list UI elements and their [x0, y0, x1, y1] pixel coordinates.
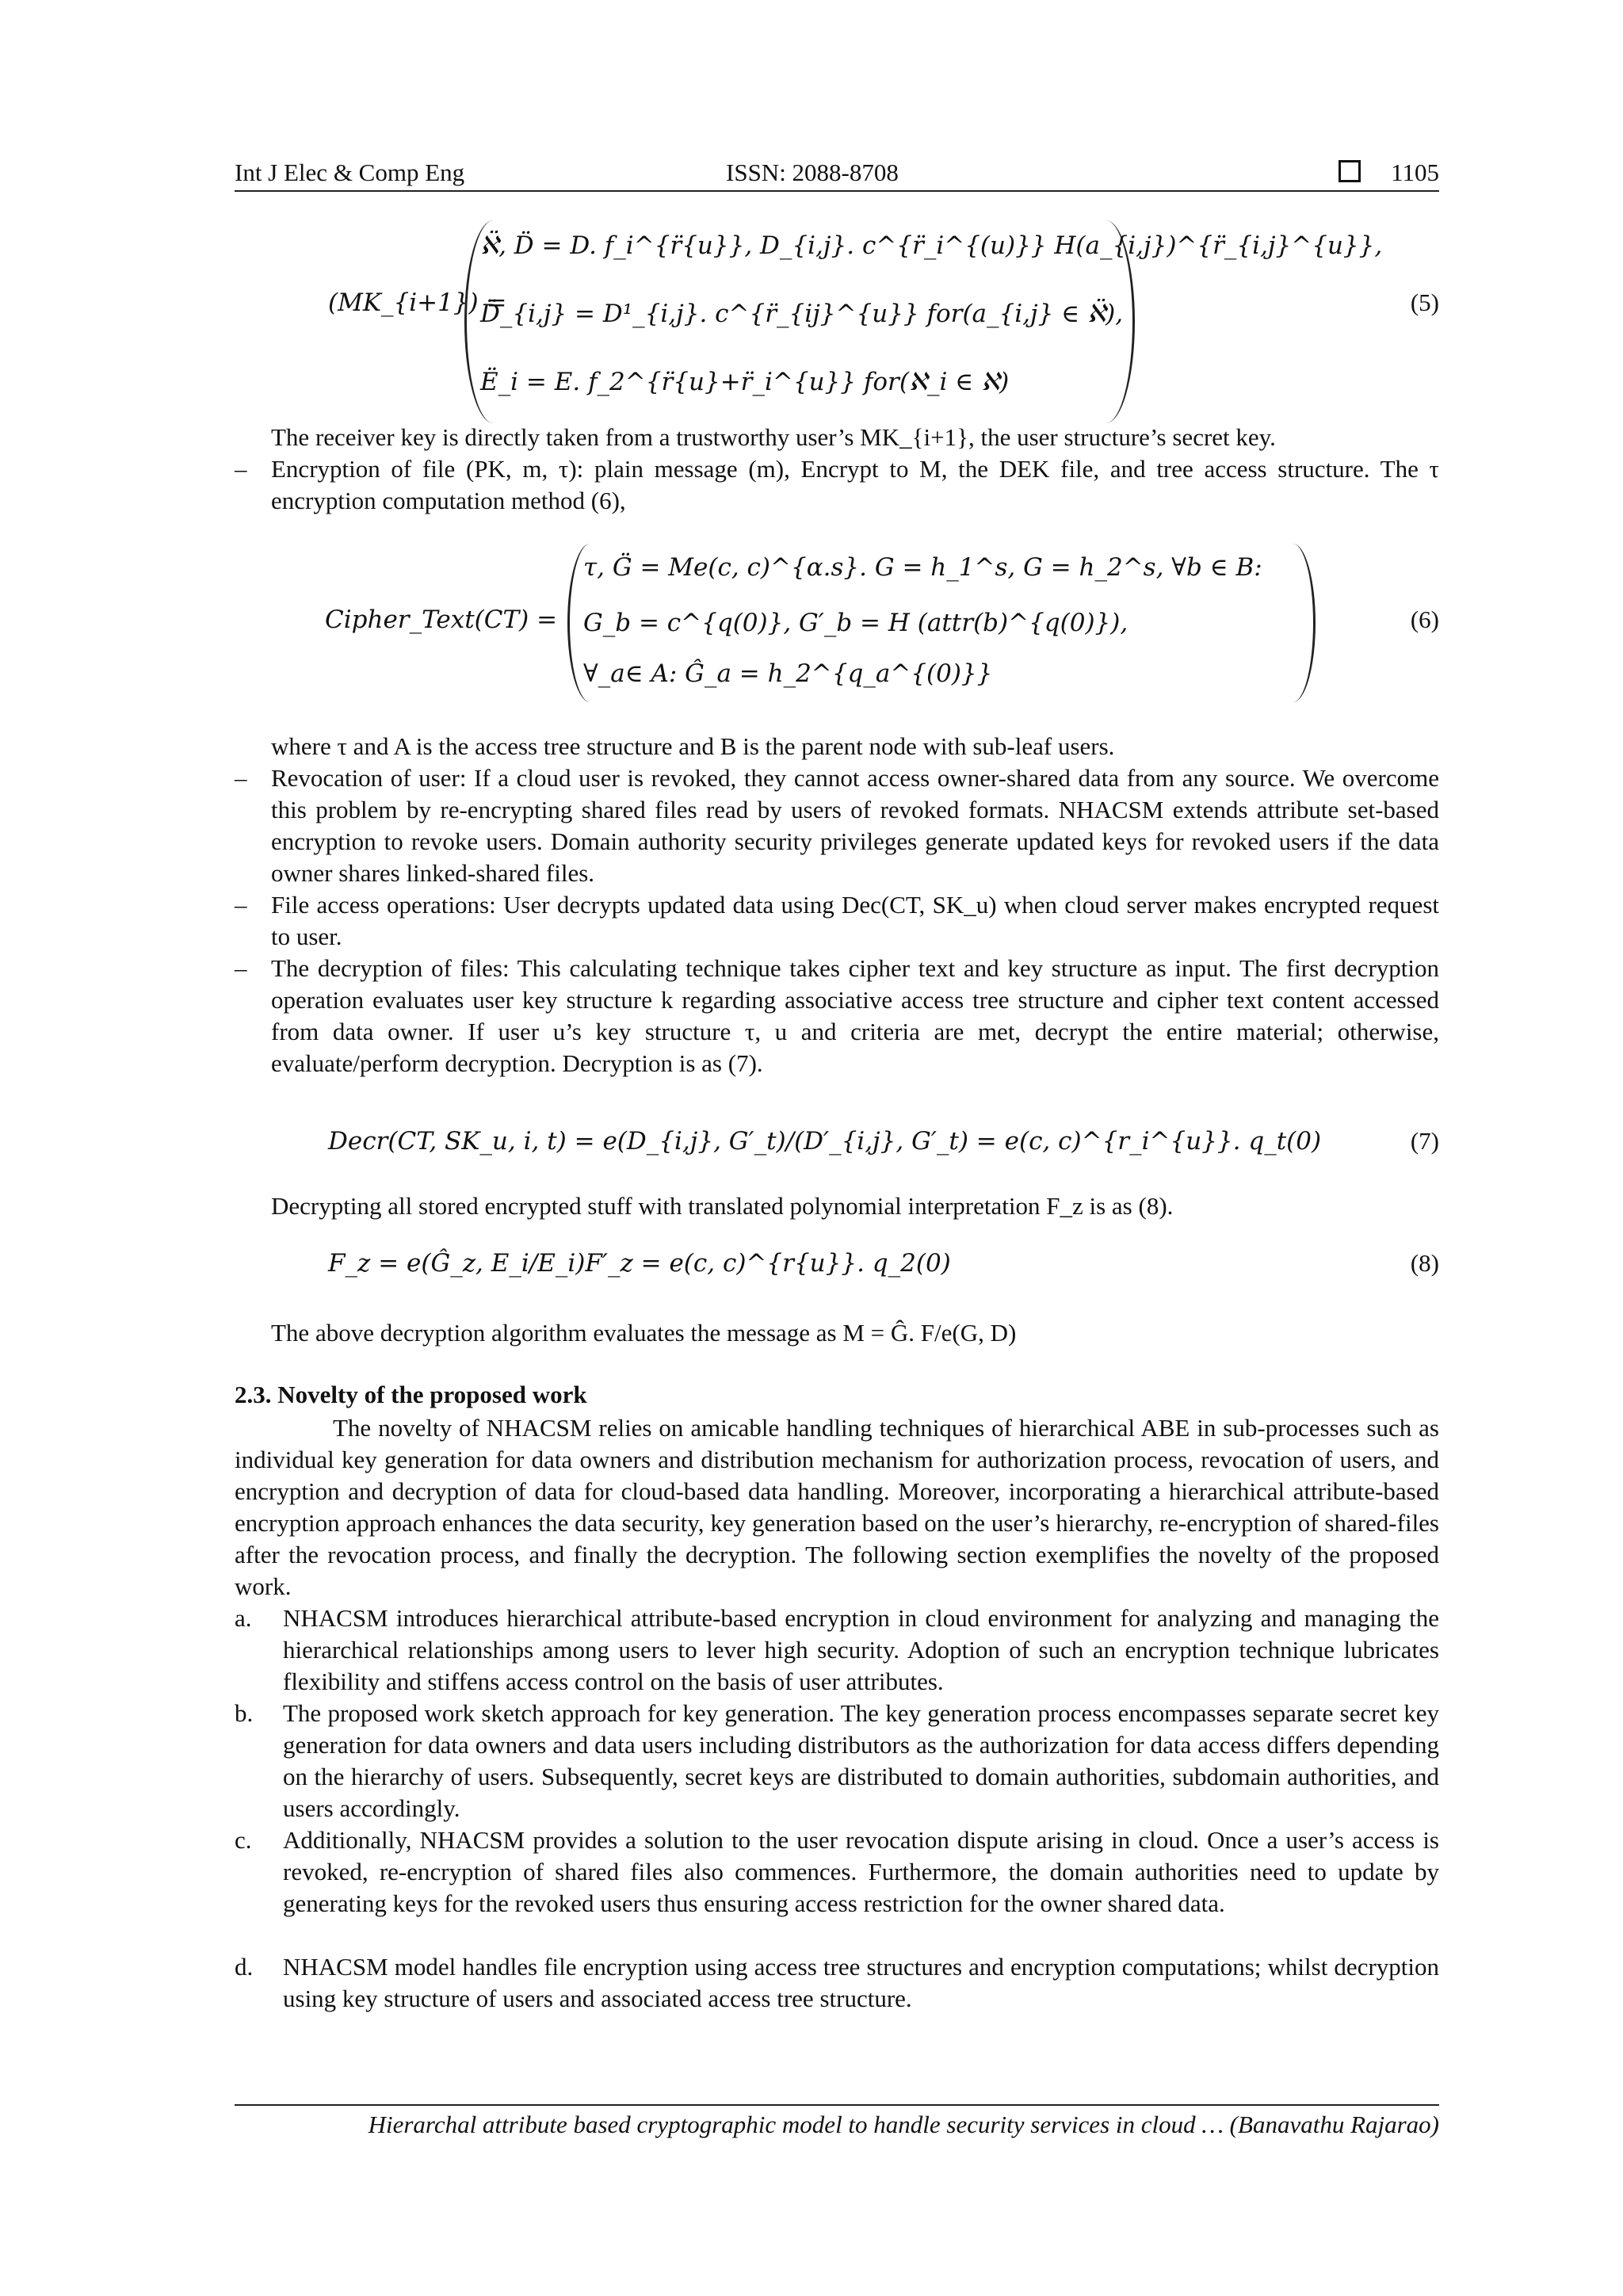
eq5-row3: Ë_i = E. f_2^{r̈{u}+r̈_i^{u}} for(ℵ_i ∈ ℵ) — [480, 368, 1010, 396]
eq6-lhs: Cipher_Text(CT) = — [325, 606, 558, 634]
encryption-text: Encryption of file (PK, m, τ): plain message (m), Encrypt to M, the DEK file, and tree access structure. The τ encryption computation method (6), — [271, 455, 1439, 514]
item-text: NHACSM model handles file encryption using access tree structures and encryption computations; whilst decryption using key structure of users and associated access tree structure. — [283, 1953, 1439, 2012]
list-item-decryption — [235, 953, 1439, 1079]
paragraph-where: where τ and A is the access tree structure and B is the parent node with sub-leaf users. — [271, 732, 1115, 760]
list-item-file-access — [235, 889, 1439, 953]
running-header — [235, 155, 1439, 192]
journal-name: Int J Elec & Comp Eng — [235, 159, 465, 186]
item-text: NHACSM introduces hierarchical attribute-based encryption in cloud environment for analyzing and managing the hierarchical relationships among users to lever high security. Adoption of such an encryption technique lubricates flexibility and stiffens access control on the basis of user attributes. — [283, 1604, 1439, 1695]
paragraph-receiver-key: The receiver key is directly taken from a trustworthy user’s MK_{i+1}, the user structure’s secret key. — [271, 423, 1276, 451]
eq6-row3: ∀_a∈ A: Ĝ_a = h_2^{q_a^{(0)}} — [583, 659, 993, 688]
paragraph-decrypting: Decrypting all stored encrypted stuff with translated polynomial interpretation F_z is as (8). — [271, 1192, 1174, 1220]
eq5-row2: D̈_{i,j} = D¹_{i,j}. c^{r̈_{ij}^{u}} for(a_{i,j} ∈ ℵ̈), — [480, 300, 1124, 328]
dash-marker: – — [235, 954, 247, 982]
item-marker: b. — [235, 1699, 254, 1727]
item-marker: d. — [235, 1953, 254, 1981]
item-marker: a. — [235, 1604, 252, 1632]
eq5-number: (5) — [1410, 288, 1439, 316]
equation-5 — [235, 216, 1439, 430]
list-item-encryption — [235, 453, 1439, 517]
eq6-number: (6) — [1410, 606, 1439, 633]
eq6-row1: τ, G̈ = Me(c, c)^{α.s}. G = h_1^s, G = h_2^s, ∀b ∈ B: — [583, 553, 1262, 582]
equation-7 — [235, 1119, 1439, 1167]
novelty-item-b — [235, 1698, 1439, 1824]
list-item-revocation — [235, 762, 1439, 889]
item-marker: c. — [235, 1826, 252, 1854]
eq8-number: (8) — [1410, 1249, 1439, 1277]
dash-marker: – — [235, 455, 247, 483]
decryption-text: The decryption of files: This calculating technique takes cipher text and key structure as input. The first decryption operation evaluates user key structure k regarding associative access tree structure and cipher text content accessed from data owner. If user u’s key structure τ, u and criteria are met, decrypt the entire material; otherwise, evaluate/perform decryption. Decryption is as (7). — [271, 954, 1439, 1077]
item-text: Additionally, NHACSM provides a solution to the user revocation dispute arising in cloud. Once a user’s access is revoked, re-encryption of shared files also commences. Furthermore, the domain authorities need to update by generating keys for the revoked users thus ensuring access restriction for the owner shared data. — [283, 1826, 1439, 1917]
item-text: The proposed work sketch approach for key generation. The key generation process encompasses separate secret key generation for data owners and data users including distributors as the authorization for data access differs depending on the hierarchy of users. Subsequently, secret keys are distributed to domain authorities, subdomain authorities, and users accordingly. — [283, 1699, 1439, 1822]
revocation-text: Revocation of user: If a cloud user is revoked, they cannot access owner-shared data from any source. We overcome this problem by re-encrypting shared files read by users of revoked formats. NHACSM extends attribute set-based encryption to revoke users. Domain authority security privileges generate updated keys for revoked users if the data owner shares linked-shared files. — [271, 764, 1439, 887]
novelty-item-c — [235, 1824, 1439, 1920]
eq8-text: F_z = e(Ĝ_z, E_i/E_i)F′_z = e(c, c)^{r{u}}. q_2(0) — [328, 1249, 951, 1278]
equation-8 — [235, 1241, 1439, 1289]
file-access-text: File access operations: User decrypts updated data using Dec(CT, SK_u) when cloud server makes encrypted request to user. — [271, 891, 1439, 950]
section-heading: 2.3. Novelty of the proposed work — [235, 1381, 587, 1408]
page-number-wrap — [1338, 159, 1439, 187]
paragraph-above: The above decryption algorithm evaluates the message as M = Ĝ. F/e(G, D) — [271, 1319, 1017, 1347]
dash-marker: – — [235, 891, 247, 919]
eq5-row1: ℵ̈, D̈ = D. f_i^{r̈{u}}, D_{i,j}. c^{r̈_i^{(u)}} H(a_{i,j})^{r̈_{i,j}^{u}}, — [480, 231, 1383, 260]
eq6-row2: G_b = c^{q(0)}, G′_b = H (attr(b)^{q(0)}), — [583, 609, 1128, 637]
novelty-item-a — [235, 1603, 1439, 1698]
issn: ISSN: 2088-8708 — [726, 159, 899, 186]
square-icon — [1338, 160, 1361, 182]
eq5-lhs: (MK_{i+1}) = — [328, 288, 507, 317]
dash-marker: – — [235, 764, 247, 792]
equation-6 — [235, 541, 1439, 707]
eq7-text: Decr(CT, SK_u, i, t) = e(D_{i,j}, G′_t)/(D′_{i,j}, G′_t) = e(c, c)^{r_i^{u}}. q_t(0) — [328, 1127, 1322, 1156]
section-intro — [235, 1412, 1439, 1603]
novelty-item-d — [235, 1951, 1439, 2015]
running-footer: Hierarchal attribute based cryptographic model to handle security services in cloud … (Banavathu Rajarao) — [235, 2104, 1439, 2139]
section-intro-text: The novelty of NHACSM relies on amicable handling techniques of hierarchical ABE in sub-processes such as individual key generation for data owners and distribution mechanism for authorization process, revocation of users, and encryption and decryption of data for cloud-based data handling. Moreover, incorporating a hierarchical attribute-based encryption approach enhances the data security, key generation based on the user’s hierarchy, re-encryption of shared-files after the revocation process, and finally the decryption. The following section exemplifies the novelty of the proposed work. — [235, 1414, 1439, 1600]
page-number: 1105 — [1391, 159, 1439, 186]
eq7-number: (7) — [1410, 1127, 1439, 1155]
